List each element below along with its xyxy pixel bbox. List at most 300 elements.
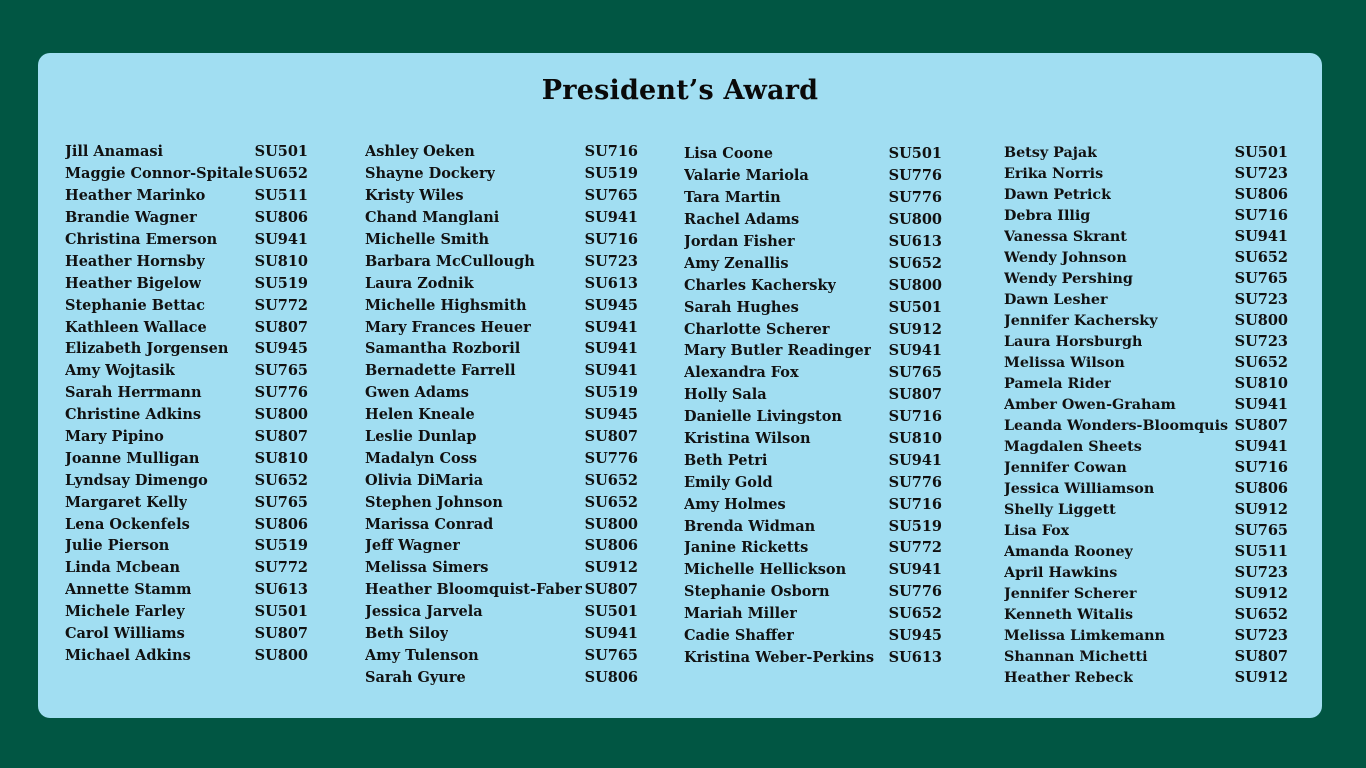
unit-code: SU945 xyxy=(584,406,638,424)
list-item xyxy=(65,229,308,251)
unit-code: SU716 xyxy=(584,143,638,161)
unit-code: SU716 xyxy=(888,408,942,426)
unit-code: SU810 xyxy=(888,430,942,448)
unit-code: SU806 xyxy=(584,668,638,686)
honoree-name: Michelle Smith xyxy=(365,231,490,248)
honoree-name: Laura Zodnik xyxy=(365,274,474,292)
list-item xyxy=(365,207,638,229)
honoree-name: Lisa Fox xyxy=(1004,522,1070,539)
honoree-name: Mariah Miller xyxy=(684,605,798,623)
honoree-name: Cadie Shaffer xyxy=(684,627,795,645)
list-item xyxy=(1004,226,1288,247)
unit-code: SU511 xyxy=(1234,543,1288,560)
unit-code: SU716 xyxy=(584,231,638,248)
honoree-name: Jennifer Scherer xyxy=(1004,585,1137,602)
unit-code: SU800 xyxy=(888,211,942,229)
honoree-name: Heather Hornsby xyxy=(65,252,205,270)
honoree-name: Heather Rebeck xyxy=(1004,669,1134,686)
honoree-name: Leslie Dunlap xyxy=(365,428,477,446)
unit-code: SU806 xyxy=(1234,186,1288,203)
unit-code: SU912 xyxy=(888,320,942,338)
unit-code: SU613 xyxy=(888,648,942,666)
list-item xyxy=(684,646,942,668)
unit-code: SU652 xyxy=(584,471,638,489)
unit-code: SU723 xyxy=(1234,564,1288,581)
list-item xyxy=(684,471,942,493)
list-item xyxy=(365,426,638,448)
unit-code: SU800 xyxy=(1234,312,1288,329)
honoree-name: Bernadette Farrell xyxy=(365,362,516,380)
honoree-name: Amy Holmes xyxy=(684,495,786,513)
unit-code: SU772 xyxy=(254,296,308,314)
honoree-name: Danielle Livingston xyxy=(684,408,842,426)
unit-code: SU723 xyxy=(1234,627,1288,644)
list-item xyxy=(65,207,308,229)
honoree-name: Heather Bigelow xyxy=(65,274,202,292)
list-item xyxy=(684,384,942,406)
unit-code: SU652 xyxy=(888,605,942,623)
unit-code: SU652 xyxy=(1234,354,1288,371)
list-item xyxy=(1004,352,1288,373)
unit-code: SU652 xyxy=(888,254,942,272)
honoree-name: Alexandra Fox xyxy=(684,364,799,382)
list-item xyxy=(65,382,308,404)
honoree-name: Linda Mcbean xyxy=(65,559,181,577)
unit-code: SU613 xyxy=(254,581,308,599)
honoree-name: Dawn Petrick xyxy=(1004,186,1111,203)
unit-code: SU776 xyxy=(254,384,308,402)
unit-code: SU806 xyxy=(254,209,308,227)
honoree-name: Jennifer Kachersky xyxy=(1004,312,1158,329)
unit-code: SU776 xyxy=(888,583,942,601)
unit-code: SU776 xyxy=(584,449,638,467)
unit-code: SU941 xyxy=(1234,228,1288,245)
unit-code: SU519 xyxy=(584,384,638,402)
list-item xyxy=(65,272,308,294)
list-item xyxy=(65,360,308,382)
honoree-name: Laura Horsburgh xyxy=(1004,333,1143,350)
list-item xyxy=(1004,667,1288,688)
list-item xyxy=(65,579,308,601)
honoree-name: Charles Kachersky xyxy=(684,276,836,294)
honoree-name: Olivia DiMaria xyxy=(365,471,484,489)
honoree-name: Stephanie Osborn xyxy=(684,583,830,601)
honoree-name: Jordan Fisher xyxy=(684,233,795,250)
honoree-name: Joanne Mulligan xyxy=(65,449,200,467)
honoree-name: Amber Owen-Graham xyxy=(1004,396,1176,413)
honoree-name: Melissa Wilson xyxy=(1004,354,1125,371)
honoree-name: Amy Tulenson xyxy=(365,646,479,664)
unit-code: SU807 xyxy=(584,581,638,599)
list-item xyxy=(365,185,638,207)
unit-code: SU941 xyxy=(584,625,638,643)
honoree-name: Kenneth Witalis xyxy=(1004,606,1134,623)
honoree-name: Kathleen Wallace xyxy=(65,318,207,336)
honoree-name: Janine Ricketts xyxy=(684,539,809,557)
honoree-name: Stephen Johnson xyxy=(365,493,503,511)
list-item xyxy=(65,163,308,185)
list-item xyxy=(65,491,308,513)
honoree-column-3 xyxy=(684,143,942,668)
honoree-name: Sarah Herrmann xyxy=(65,384,202,402)
unit-code: SU511 xyxy=(254,187,308,205)
unit-code: SU810 xyxy=(254,449,308,467)
list-item xyxy=(65,447,308,469)
honoree-name: Helen Kneale xyxy=(365,406,475,424)
honoree-column-2 xyxy=(365,141,638,688)
list-item xyxy=(65,316,308,338)
list-item xyxy=(365,469,638,491)
honoree-name: April Hawkins xyxy=(1004,564,1118,581)
list-item xyxy=(65,185,308,207)
list-item xyxy=(1004,247,1288,268)
unit-code: SU613 xyxy=(888,233,942,250)
unit-code: SU716 xyxy=(1234,207,1288,224)
list-item xyxy=(1004,331,1288,352)
unit-code: SU652 xyxy=(1234,606,1288,623)
unit-code: SU807 xyxy=(254,625,308,643)
unit-code: SU941 xyxy=(584,340,638,358)
unit-code: SU501 xyxy=(584,603,638,621)
unit-code: SU941 xyxy=(254,231,308,248)
honoree-name: Lyndsay Dimengo xyxy=(65,471,208,489)
honoree-name: Sarah Hughes xyxy=(684,298,799,316)
honoree-name: Rachel Adams xyxy=(684,211,800,229)
list-item xyxy=(365,272,638,294)
list-item xyxy=(684,296,942,318)
unit-code: SU519 xyxy=(888,517,942,535)
list-item xyxy=(684,252,942,274)
list-item xyxy=(365,513,638,535)
honoree-name: Marissa Conrad xyxy=(365,515,494,533)
list-item xyxy=(65,623,308,645)
unit-code: SU941 xyxy=(1234,396,1288,413)
list-item xyxy=(684,318,942,340)
unit-code: SU941 xyxy=(888,451,942,469)
honoree-name: Chand Manglani xyxy=(365,209,500,227)
honoree-name: Annette Stamm xyxy=(65,581,192,599)
unit-code: SU941 xyxy=(584,209,638,227)
unit-code: SU810 xyxy=(1234,375,1288,392)
honoree-name: Kristina Wilson xyxy=(684,430,811,448)
honoree-name: Elizabeth Jorgensen xyxy=(65,340,229,358)
list-item xyxy=(1004,142,1288,163)
honoree-name: Wendy Johnson xyxy=(1004,249,1127,266)
list-item xyxy=(1004,562,1288,583)
honoree-name: Jessica Williamson xyxy=(1004,480,1155,497)
honoree-name: Shelly Liggett xyxy=(1004,501,1116,518)
list-item xyxy=(365,141,638,163)
honoree-name: Jennifer Cowan xyxy=(1004,459,1127,476)
list-item xyxy=(684,274,942,296)
list-item xyxy=(365,557,638,579)
list-item xyxy=(365,644,638,666)
list-item xyxy=(365,666,638,688)
honoree-name: Madalyn Coss xyxy=(365,449,478,467)
unit-code: SU912 xyxy=(584,559,638,577)
honoree-name: Lisa Coone xyxy=(684,145,773,163)
honoree-name: Dawn Lesher xyxy=(1004,291,1108,308)
list-item xyxy=(1004,415,1288,436)
unit-code: SU519 xyxy=(254,537,308,555)
list-item xyxy=(65,250,308,272)
unit-code: SU807 xyxy=(254,318,308,336)
list-item xyxy=(1004,646,1288,667)
honoree-name: Amy Wojtasik xyxy=(65,362,175,380)
unit-code: SU806 xyxy=(584,537,638,555)
unit-code: SU945 xyxy=(584,296,638,314)
unit-code: SU912 xyxy=(1234,669,1288,686)
unit-code: SU765 xyxy=(584,187,638,205)
list-item xyxy=(684,143,942,165)
honoree-name: Pamela Rider xyxy=(1004,375,1112,392)
list-item xyxy=(1004,205,1288,226)
honoree-name: Magdalen Sheets xyxy=(1004,438,1142,455)
list-item xyxy=(65,426,308,448)
unit-code: SU912 xyxy=(1234,585,1288,602)
list-item xyxy=(684,187,942,209)
unit-code: SU807 xyxy=(1234,417,1288,434)
honoree-name: Jessica Jarvela xyxy=(365,603,483,621)
list-item xyxy=(1004,604,1288,625)
unit-code: SU807 xyxy=(254,428,308,446)
honoree-name: Brenda Widman xyxy=(684,517,816,535)
list-item xyxy=(365,623,638,645)
honoree-name: Barbara McCullough xyxy=(365,252,535,270)
unit-code: SU941 xyxy=(584,362,638,380)
list-item xyxy=(1004,583,1288,604)
honoree-name: Charlotte Scherer xyxy=(684,320,830,338)
list-item xyxy=(65,557,308,579)
unit-code: SU941 xyxy=(888,561,942,579)
honoree-name: Betsy Pajak xyxy=(1004,144,1098,161)
honoree-name: Kristina Weber-Perkins xyxy=(684,648,875,666)
honoree-name: Michelle Hellickson xyxy=(684,561,847,579)
honoree-name: Melissa Limkemann xyxy=(1004,627,1165,644)
unit-code: SU519 xyxy=(584,165,638,183)
unit-code: SU807 xyxy=(888,386,942,404)
unit-code: SU941 xyxy=(584,318,638,336)
unit-code: SU501 xyxy=(254,143,308,161)
list-item xyxy=(1004,457,1288,478)
honoree-name: Jill Anamasi xyxy=(65,143,164,161)
unit-code: SU912 xyxy=(1234,501,1288,518)
list-item xyxy=(365,601,638,623)
list-item xyxy=(684,493,942,515)
list-item xyxy=(365,316,638,338)
honoree-name: Mary Frances Heuer xyxy=(365,318,531,336)
honoree-name: Gwen Adams xyxy=(365,384,469,402)
honoree-name: Melissa Simers xyxy=(365,559,489,577)
honoree-name: Margaret Kelly xyxy=(65,493,188,511)
list-item xyxy=(684,165,942,187)
list-item xyxy=(365,360,638,382)
list-item xyxy=(1004,436,1288,457)
list-item xyxy=(1004,520,1288,541)
honoree-name: Mary Pipino xyxy=(65,428,164,446)
honoree-name: Shannan Michetti xyxy=(1004,648,1148,665)
list-item xyxy=(365,447,638,469)
honoree-column-1 xyxy=(65,141,308,666)
list-item xyxy=(684,449,942,471)
unit-code: SU652 xyxy=(584,493,638,511)
unit-code: SU941 xyxy=(888,342,942,360)
list-item xyxy=(684,515,942,537)
list-item xyxy=(684,209,942,231)
honoree-name: Erika Norris xyxy=(1004,165,1104,182)
unit-code: SU501 xyxy=(254,603,308,621)
unit-code: SU800 xyxy=(888,276,942,294)
honoree-name: Lena Ockenfels xyxy=(65,515,190,533)
list-item xyxy=(365,579,638,601)
unit-code: SU800 xyxy=(584,515,638,533)
honoree-name: Tara Martin xyxy=(684,189,781,207)
unit-code: SU765 xyxy=(888,364,942,382)
honoree-name: Debra Illig xyxy=(1004,207,1091,224)
honoree-name: Shayne Dockery xyxy=(365,165,496,183)
unit-code: SU723 xyxy=(1234,291,1288,308)
honoree-name: Christina Emerson xyxy=(65,231,218,248)
honoree-name: Beth Siloy xyxy=(365,625,449,643)
unit-code: SU776 xyxy=(888,189,942,207)
honoree-name: Amanda Rooney xyxy=(1004,543,1133,560)
honoree-name: Brandie Wagner xyxy=(65,209,197,227)
honoree-name: Mary Butler Readinger xyxy=(684,342,872,360)
list-item xyxy=(65,141,308,163)
list-item xyxy=(365,404,638,426)
list-item xyxy=(365,250,638,272)
unit-code: SU501 xyxy=(888,298,942,316)
unit-code: SU501 xyxy=(1234,144,1288,161)
honoree-name: Emily Gold xyxy=(684,473,773,491)
unit-code: SU501 xyxy=(888,145,942,163)
honoree-name: Michelle Highsmith xyxy=(365,296,527,314)
unit-code: SU772 xyxy=(254,559,308,577)
list-item xyxy=(65,601,308,623)
list-item xyxy=(365,294,638,316)
list-item xyxy=(65,294,308,316)
list-item xyxy=(1004,310,1288,331)
list-item xyxy=(65,644,308,666)
unit-code: SU723 xyxy=(584,252,638,270)
unit-code: SU806 xyxy=(1234,480,1288,497)
list-item xyxy=(65,338,308,360)
honoree-name: Michael Adkins xyxy=(65,646,191,664)
honoree-name: Valarie Mariola xyxy=(684,167,809,185)
honoree-name: Ashley Oeken xyxy=(365,143,475,161)
unit-code: SU716 xyxy=(888,495,942,513)
list-item xyxy=(1004,289,1288,310)
honoree-name: Vanessa Skrant xyxy=(1004,228,1127,245)
unit-code: SU776 xyxy=(888,167,942,185)
unit-code: SU806 xyxy=(254,515,308,533)
honoree-name: Sarah Gyure xyxy=(365,668,466,686)
honoree-name: Maggie Connor-Spitale xyxy=(65,165,254,183)
unit-code: SU941 xyxy=(1234,438,1288,455)
unit-code: SU652 xyxy=(1234,249,1288,266)
unit-code: SU765 xyxy=(254,362,308,380)
list-item xyxy=(684,340,942,362)
list-item xyxy=(1004,373,1288,394)
honoree-name: Christine Adkins xyxy=(65,406,202,424)
unit-code: SU765 xyxy=(1234,270,1288,287)
unit-code: SU613 xyxy=(584,274,638,292)
unit-code: SU776 xyxy=(888,473,942,491)
honoree-name: Wendy Pershing xyxy=(1004,270,1133,287)
unit-code: SU807 xyxy=(584,428,638,446)
unit-code: SU716 xyxy=(1234,459,1288,476)
unit-code: SU800 xyxy=(254,406,308,424)
honoree-name: Jeff Wagner xyxy=(365,537,461,555)
honoree-name: Heather Bloomquist-Faber xyxy=(365,581,582,599)
honoree-name: Carol Williams xyxy=(65,625,185,643)
unit-code: SU945 xyxy=(254,340,308,358)
list-item xyxy=(684,625,942,647)
list-item xyxy=(365,382,638,404)
list-item xyxy=(1004,163,1288,184)
honoree-name: Julie Pierson xyxy=(65,537,170,555)
unit-code: SU800 xyxy=(254,646,308,664)
list-item xyxy=(684,428,942,450)
list-item xyxy=(1004,499,1288,520)
list-item xyxy=(684,603,942,625)
list-item xyxy=(65,404,308,426)
page-title: President’s Award xyxy=(541,75,819,106)
honoree-name: Beth Petri xyxy=(684,451,768,469)
list-item xyxy=(1004,184,1288,205)
honoree-name: Kristy Wiles xyxy=(365,187,464,205)
unit-code: SU519 xyxy=(254,274,308,292)
list-item xyxy=(1004,625,1288,646)
award-card xyxy=(38,53,1322,718)
list-item xyxy=(1004,268,1288,289)
honoree-name: Heather Marinko xyxy=(65,187,206,205)
unit-code: SU723 xyxy=(1234,165,1288,182)
unit-code: SU807 xyxy=(1234,648,1288,665)
honoree-name: Michele Farley xyxy=(65,603,185,621)
list-item xyxy=(1004,394,1288,415)
honoree-name: Amy Zenallis xyxy=(684,254,789,272)
unit-code: SU945 xyxy=(888,627,942,645)
list-item xyxy=(65,513,308,535)
list-item xyxy=(365,535,638,557)
unit-code: SU652 xyxy=(254,471,308,489)
list-item xyxy=(365,229,638,251)
unit-code: SU723 xyxy=(1234,333,1288,350)
unit-code: SU652 xyxy=(254,165,308,183)
honoree-name: Holly Sala xyxy=(684,386,767,404)
unit-code: SU765 xyxy=(254,493,308,511)
list-item xyxy=(684,406,942,428)
list-item xyxy=(684,537,942,559)
list-item xyxy=(684,559,942,581)
list-item xyxy=(365,491,638,513)
unit-code: SU772 xyxy=(888,539,942,557)
honoree-name: Leanda Wonders-Bloomquis xyxy=(1004,417,1229,434)
honoree-name: Samantha Rozboril xyxy=(365,340,521,358)
list-item xyxy=(684,581,942,603)
list-item xyxy=(1004,541,1288,562)
unit-code: SU810 xyxy=(254,252,308,270)
unit-code: SU765 xyxy=(1234,522,1288,539)
list-item xyxy=(684,362,942,384)
list-item xyxy=(1004,478,1288,499)
list-item xyxy=(365,338,638,360)
list-item xyxy=(365,163,638,185)
list-item xyxy=(65,469,308,491)
honoree-column-4 xyxy=(1004,142,1288,688)
list-item xyxy=(684,231,942,253)
